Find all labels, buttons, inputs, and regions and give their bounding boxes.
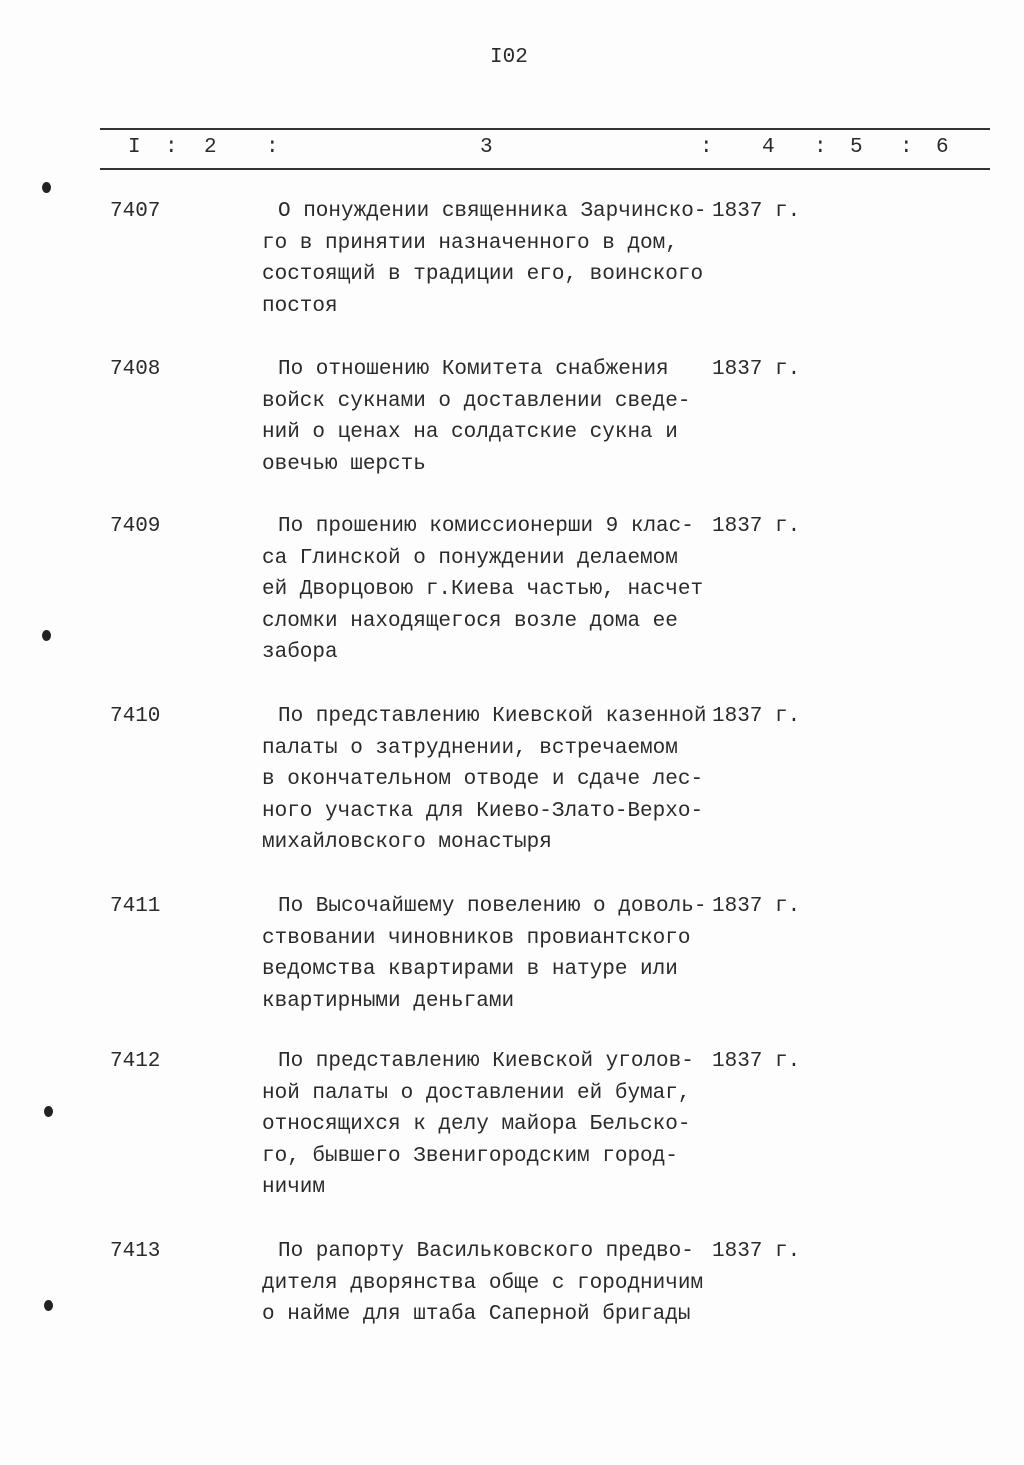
entry-title-line: дителя дворянства обще с городничим [262,1271,704,1295]
header-bottom-rule [100,168,990,170]
entry-title-line: сломки находящегося возле дома ее [262,609,678,633]
entry-title-line: По представлению Киевской уголов- [278,1050,694,1073]
entry-year: 1837 г. [712,705,801,728]
entry-title-line: относящихся к делу майора Бельско- [262,1113,691,1136]
entry-title-line: михайловского монастыря [262,831,552,854]
entry-title-line: го в принятии назначенного в дом, [262,231,678,255]
entry-year: 1837 г. [712,515,801,538]
entry-title-line: ной палаты о доставлении ей бумаг, [262,1081,691,1105]
entry-title-line: забора [262,641,338,664]
column-1-header: I [128,136,141,159]
entry-number: 7412 [110,1050,161,1073]
punch-hole [42,630,51,641]
entry-title-line: О понуждении священника Зарчинско- [278,200,707,223]
entry-number: 7408 [110,358,161,381]
entry-title-line: овечью шерсть [262,452,426,476]
column-separator: : [700,136,713,159]
entry-title-line: палаты о затруднении, встречаемом [262,736,678,760]
column-3-header: 3 [480,136,493,159]
entry-title-line: ей Дворцовою г.Киева частью, насчет [262,578,704,601]
entry-title-line: По рапорту Васильковского предво- [278,1240,694,1263]
entry-year: 1837 г. [712,895,801,918]
column-separator: : [266,136,279,159]
entry-title-line: По отношению Комитета снабжения [278,358,669,381]
entry-year: 1837 г. [712,1050,801,1073]
entry-title-line: войск сукнами о доставлении сведе- [262,389,691,413]
entry-title-line: По прошению комиссионерши 9 клас- [278,515,694,538]
entry-title-line: По представлению Киевской казенной [278,705,707,728]
column-4-header: 4 [762,136,775,159]
entry-title-line: са Глинской о понуждении делаемом [262,546,678,570]
header-top-rule [100,128,990,130]
column-separator: : [165,136,178,159]
entry-title-line: о найме для штаба Саперной бригады [262,1303,691,1326]
punch-hole [42,182,51,193]
entry-title-line: ничим [262,1176,326,1199]
entry-title-line: ведомства квартирами в натуре или [262,958,678,981]
page-number: I02 [490,46,528,69]
entry-title-line: состоящий в традиции его, воинского [262,263,704,286]
punch-hole [44,1106,53,1117]
entry-title-line: ного участка для Киево-Злато-Верхо- [262,799,704,823]
entry-title-line: в окончательном отводе и сдаче лес- [262,768,704,791]
entry-year: 1837 г. [712,1240,801,1263]
column-separator: : [900,136,913,159]
entry-title-line: ний о ценах на солдатские сукна и [262,421,678,444]
entry-number: 7413 [110,1240,161,1263]
column-6-header: 6 [936,136,949,159]
entry-title-line: го, бывшего Звенигородским город- [262,1144,678,1168]
column-2-header: 2 [204,136,217,159]
punch-hole [44,1300,53,1311]
entry-number: 7411 [110,895,161,918]
entry-title-line: По Высочайшему повелению о доволь- [278,895,707,918]
column-5-header: 5 [850,136,863,159]
entry-title-line: квартирными деньгами [262,989,515,1013]
entry-title-line: ствовании чиновников провиантского [262,926,691,950]
entry-title-line: постоя [262,294,338,318]
entry-number: 7409 [110,515,161,538]
entry-number: 7410 [110,705,161,728]
entry-number: 7407 [110,200,161,223]
column-separator: : [814,136,827,159]
entry-year: 1837 г. [712,200,801,223]
entry-year: 1837 г. [712,358,801,381]
